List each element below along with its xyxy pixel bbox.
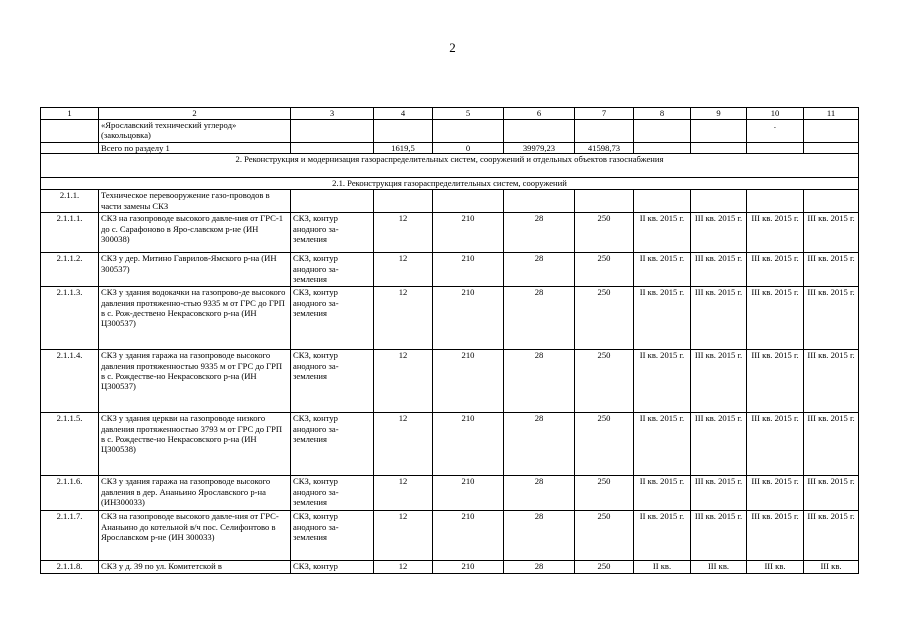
table-row — [41, 350, 859, 413]
cell-c11: III кв. — [804, 561, 859, 574]
cell-num: 2.1.1.5. — [41, 413, 99, 476]
cell-c9: III кв. — [691, 561, 747, 574]
cell-num: 2.1.1.2. — [41, 253, 99, 287]
cell-type: СКЗ, контур анодного за-земления — [291, 511, 374, 561]
total-c7: 41598,73 — [575, 143, 634, 154]
cell-c10: III кв. 2015 г. — [747, 350, 804, 413]
total-row — [41, 143, 859, 154]
cell-c9: III кв. 2015 г. — [691, 413, 747, 476]
cell-c11: III кв. 2015 г. — [804, 253, 859, 287]
cell-c5: 210 — [433, 511, 504, 561]
cell-c6: 28 — [504, 350, 575, 413]
col-number: 9 — [691, 108, 747, 120]
section-2-title: 2. Реконструкция и модернизация газораспределительных систем, сооружений и отдельных объектов газоснабжения — [41, 154, 859, 178]
cell-c10: III кв. 2015 г. — [747, 213, 804, 253]
cell-c4: 12 — [374, 350, 433, 413]
continuation-text: «Ярославский технический углерод» (закольцовка) — [99, 120, 291, 143]
continuation-row — [41, 120, 859, 143]
col-number: 1 — [41, 108, 99, 120]
cell-c9: III кв. 2015 г. — [691, 213, 747, 253]
cell-c11: III кв. 2015 г. — [804, 476, 859, 511]
cell-c7: 250 — [575, 350, 634, 413]
cell-name: СКЗ у здания церкви на газопроводе низкого давления протяженностью 3793 м от ГРС до ГРП в с. Рождестве-но Некрасовского р-на (ИН Ц300538) — [99, 413, 291, 476]
section-2-1-title: 2.1. Реконструкция газораспределительных систем, сооружений — [41, 178, 859, 190]
table-row — [41, 213, 859, 253]
cell-c5: 210 — [433, 413, 504, 476]
cell-name: СКЗ на газопроводе высокого давле-ния от ГРС-Ананьино до котельной в/ч пос. Селифонтово в Ярославском р-не (ИН 300033) — [99, 511, 291, 561]
cell-c6: 28 — [504, 213, 575, 253]
cell-dot: . — [747, 120, 804, 143]
cell-c5: 210 — [433, 213, 504, 253]
cell-c5: 210 — [433, 561, 504, 574]
cell-num: 2.1.1.1. — [41, 213, 99, 253]
cell-c10: III кв. 2015 г. — [747, 511, 804, 561]
cell-name: СКЗ у здания водокачки на газопрово-де высокого давления протяженно-стью 9335 м от ГРС до ГРП в с. Рож-дествено Некрасовского р-на (ИН Ц300537) — [99, 287, 291, 350]
cell-c7: 250 — [575, 253, 634, 287]
col-number: 4 — [374, 108, 433, 120]
total-c6: 39979,23 — [504, 143, 575, 154]
cell-c11: III кв. 2015 г. — [804, 350, 859, 413]
cell-c10: III кв. 2015 г. — [747, 476, 804, 511]
table-row — [41, 511, 859, 561]
cell-c8: II кв. 2015 г. — [634, 350, 691, 413]
cell-c4: 12 — [374, 511, 433, 561]
cell-c7: 250 — [575, 287, 634, 350]
col-number: 11 — [804, 108, 859, 120]
cell-c10: III кв. 2015 г. — [747, 253, 804, 287]
table-row — [41, 561, 859, 574]
col-number: 5 — [433, 108, 504, 120]
page-number: 2 — [449, 40, 456, 55]
cell-c5: 210 — [433, 350, 504, 413]
cell-c10: III кв. — [747, 561, 804, 574]
col-number: 8 — [634, 108, 691, 120]
cell-c7: 250 — [575, 561, 634, 574]
col-number: 6 — [504, 108, 575, 120]
cell-c6: 28 — [504, 287, 575, 350]
cell-c11: III кв. 2015 г. — [804, 413, 859, 476]
cell-c8: II кв. 2015 г. — [634, 287, 691, 350]
cell-c7: 250 — [575, 413, 634, 476]
cell-c6: 28 — [504, 413, 575, 476]
total-c5: 0 — [433, 143, 504, 154]
table-row — [41, 413, 859, 476]
cell-name: СКЗ у здания гаража на газопроводе высокого давления протяженностью 9335 м от ГРС до ГРП в с. Рождестве-но Некрасовского р-на (ИН Ц300537) — [99, 350, 291, 413]
cell-c7: 250 — [575, 476, 634, 511]
cell-c11: III кв. 2015 г. — [804, 287, 859, 350]
cell-type: СКЗ, контур анодного за-земления — [291, 287, 374, 350]
cell-c4: 12 — [374, 213, 433, 253]
cell-c8: II кв. 2015 г. — [634, 476, 691, 511]
cell-c11: III кв. 2015 г. — [804, 213, 859, 253]
table-row — [41, 476, 859, 511]
cell-c8: II кв. 2015 г. — [634, 413, 691, 476]
cell-c11: III кв. 2015 г. — [804, 511, 859, 561]
cell-c4: 12 — [374, 413, 433, 476]
cell-c4: 12 — [374, 561, 433, 574]
cell-c6: 28 — [504, 476, 575, 511]
cell-num: 2.1.1.6. — [41, 476, 99, 511]
cell-num: 2.1.1.8. — [41, 561, 99, 574]
cell-c9: III кв. 2015 г. — [691, 350, 747, 413]
col-number: 3 — [291, 108, 374, 120]
cell-c6: 28 — [504, 561, 575, 574]
investment-program-table — [40, 107, 859, 574]
table-row — [41, 253, 859, 287]
cell-c7: 250 — [575, 213, 634, 253]
col-number: 2 — [99, 108, 291, 120]
cell-c8: II кв. 2015 г. — [634, 511, 691, 561]
cell-c6: 28 — [504, 511, 575, 561]
cell-c5: 210 — [433, 253, 504, 287]
cell-type: СКЗ, контур анодного за-земления — [291, 253, 374, 287]
cell-c8: II кв. 2015 г. — [634, 253, 691, 287]
cell-c10: III кв. 2015 г. — [747, 287, 804, 350]
table-row — [41, 287, 859, 350]
cell-type: СКЗ, контур анодного за-земления — [291, 413, 374, 476]
cell-c9: III кв. 2015 г. — [691, 476, 747, 511]
cell-type: СКЗ, контур анодного за-земления — [291, 350, 374, 413]
cell-name: СКЗ у здания гаража на газопроводе высокого давления в дер. Ананьино Ярославского р-на (ИН300033) — [99, 476, 291, 511]
cell-c5: 210 — [433, 476, 504, 511]
cell-c8: II кв. 2015 г. — [634, 213, 691, 253]
cell-num: 2.1.1.7. — [41, 511, 99, 561]
cell-c4: 12 — [374, 253, 433, 287]
total-label: Всего по разделу 1 — [99, 143, 291, 154]
cell-c9: III кв. 2015 г. — [691, 511, 747, 561]
group-row — [41, 190, 859, 213]
row-name: Техническое перевооружение газо-проводов в части замены СКЗ — [99, 190, 291, 213]
cell-name: СКЗ у д. 39 по ул. Комитетской в — [99, 561, 291, 574]
cell-type: СКЗ, контур анодного за-земления — [291, 213, 374, 253]
cell-c4: 12 — [374, 287, 433, 350]
cell-name: СКЗ на газопроводе высокого давле-ния от ГРС-1 до с. Сарафоново в Яро-славском р-не (ИН 300038) — [99, 213, 291, 253]
cell-num: 2.1.1.4. — [41, 350, 99, 413]
col-number: 7 — [575, 108, 634, 120]
cell-type: СКЗ, контур анодного за-земления — [291, 476, 374, 511]
cell-num: 2.1.1.3. — [41, 287, 99, 350]
cell-c5: 210 — [433, 287, 504, 350]
cell-c9: III кв. 2015 г. — [691, 287, 747, 350]
section-2-1-row — [41, 178, 859, 190]
section-2-row — [41, 154, 859, 178]
cell-c4: 12 — [374, 476, 433, 511]
cell-c10: III кв. 2015 г. — [747, 413, 804, 476]
row-number: 2.1.1. — [41, 190, 99, 213]
col-number: 10 — [747, 108, 804, 120]
cell-type: СКЗ, контур — [291, 561, 374, 574]
cell-c9: III кв. 2015 г. — [691, 253, 747, 287]
cell-c8: II кв. — [634, 561, 691, 574]
cell-name: СКЗ у дер. Митино Гаврилов-Ямского р-на (ИН 300537) — [99, 253, 291, 287]
cell-c7: 250 — [575, 511, 634, 561]
cell-c6: 28 — [504, 253, 575, 287]
total-c4: 1619,5 — [374, 143, 433, 154]
column-numbers-row — [41, 108, 859, 120]
